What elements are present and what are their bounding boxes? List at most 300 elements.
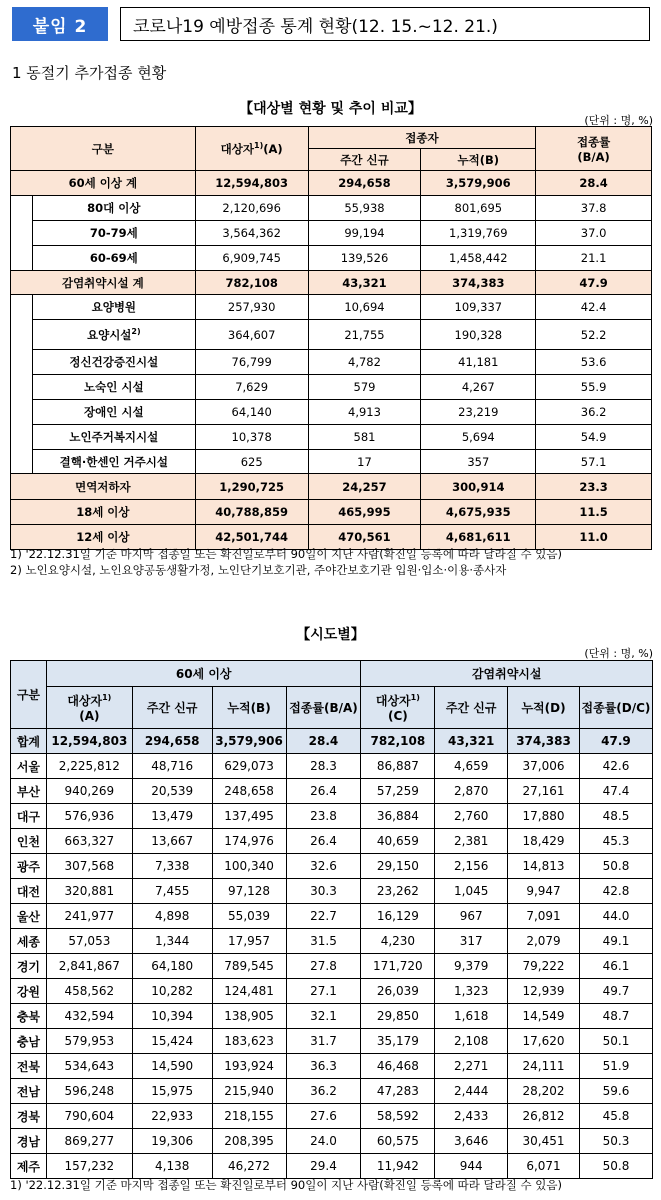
row-label: 요양병원	[32, 295, 195, 320]
cell-b: 183,623	[212, 1029, 286, 1054]
cell-r1: 32.6	[286, 854, 361, 879]
row-label: 노인주거복지시설	[32, 425, 195, 450]
header-rate: 접종률 (B/A)	[536, 127, 652, 171]
t2-header-facilities: 감염취약시설	[361, 661, 653, 687]
table-row	[11, 425, 652, 450]
cell-r1: 23.8	[286, 804, 361, 829]
cell-d: 12,939	[508, 979, 580, 1004]
table-row	[11, 754, 653, 779]
cell-region: 제주	[11, 1154, 47, 1179]
table-row	[11, 1129, 653, 1154]
cell-c: 16,129	[361, 904, 435, 929]
cell-r2: 47.9	[579, 729, 652, 754]
cell-a: 940,269	[46, 779, 132, 804]
cell-cumulative: 357	[421, 450, 536, 474]
table-row	[11, 295, 652, 320]
cell-r2: 50.8	[579, 1154, 652, 1179]
cell-a: 432,594	[46, 1004, 132, 1029]
cell-a: 579,953	[46, 1029, 132, 1054]
row-label: 정신건강증진시설	[32, 350, 195, 375]
table-row	[11, 829, 653, 854]
table-row	[11, 196, 652, 221]
cell-r2: 59.6	[579, 1079, 652, 1104]
cell-w1: 19,306	[132, 1129, 212, 1154]
cell-weekly: 24,257	[308, 474, 421, 500]
cell-region: 인천	[11, 829, 47, 854]
cell-rate: 37.0	[536, 221, 652, 246]
t2-header-category: 구분	[11, 661, 47, 729]
row-label: 18세 이상	[11, 500, 196, 525]
cell-target: 1,290,725	[195, 474, 308, 500]
cell-b: 46,272	[212, 1154, 286, 1179]
cell-r2: 48.7	[579, 1004, 652, 1029]
cell-b: 215,940	[212, 1079, 286, 1104]
cell-target: 364,607	[195, 320, 308, 350]
cell-weekly: 470,561	[308, 525, 421, 550]
cell-d: 14,549	[508, 1004, 580, 1029]
cell-region: 대구	[11, 804, 47, 829]
cell-target: 6,909,745	[195, 246, 308, 271]
cell-w1: 13,479	[132, 804, 212, 829]
cell-w1: 13,667	[132, 829, 212, 854]
cell-w2: 43,321	[435, 729, 508, 754]
table-row	[11, 400, 652, 425]
target-status-table	[10, 126, 652, 550]
table2-title: 【시도별】	[296, 627, 365, 643]
cell-a: 2,225,812	[46, 754, 132, 779]
cell-weekly: 21,755	[308, 320, 421, 350]
table-row	[11, 171, 652, 196]
cell-weekly: 17	[308, 450, 421, 474]
cell-rate: 21.1	[536, 246, 652, 271]
note-1: 1) '22.12.31일 기준 마지막 접종일 또는 확진일로부터 90일이 지난 사람(확진일 등록에 따라 달라질 수 있음)	[10, 547, 562, 561]
row-label: 70-79세	[32, 221, 195, 246]
cell-region: 전북	[11, 1054, 47, 1079]
cell-weekly: 465,995	[308, 500, 421, 525]
table-row	[11, 1154, 653, 1179]
t2-header-target-a: 대상자$^{1)}$ (A)	[46, 687, 132, 729]
cell-r1: 27.6	[286, 1104, 361, 1129]
cell-w2: 2,444	[435, 1079, 508, 1104]
cell-c: 26,039	[361, 979, 435, 1004]
table-row	[11, 779, 653, 804]
cell-b: 629,073	[212, 754, 286, 779]
cell-d: 26,812	[508, 1104, 580, 1129]
cell-r2: 50.8	[579, 854, 652, 879]
note-2: 2) 노인요양시설, 노인요양공동생활가정, 노인단기보호기관, 주야간보호기관 입원·입소·이용·종사자	[10, 563, 507, 577]
cell-d: 14,813	[508, 854, 580, 879]
cell-target: 7,629	[195, 375, 308, 400]
cell-d: 374,383	[508, 729, 580, 754]
cell-a: 576,936	[46, 804, 132, 829]
row-label: 감염취약시설 계	[11, 271, 196, 295]
cell-r1: 30.3	[286, 879, 361, 904]
cell-region: 전남	[11, 1079, 47, 1104]
cell-w2: 1,045	[435, 879, 508, 904]
cell-a: 57,053	[46, 929, 132, 954]
cell-b: 248,658	[212, 779, 286, 804]
t2-header-rate-dc: 접종률(D/C)	[579, 687, 652, 729]
cell-weekly: 579	[308, 375, 421, 400]
cell-target: 64,140	[195, 400, 308, 425]
cell-rate: 23.3	[536, 474, 652, 500]
region-table	[10, 660, 653, 1179]
cell-w2: 1,323	[435, 979, 508, 1004]
cell-c: 782,108	[361, 729, 435, 754]
cell-target: 76,799	[195, 350, 308, 375]
row-label: 노숙인 시설	[32, 375, 195, 400]
cell-w1: 4,138	[132, 1154, 212, 1179]
cell-rate: 36.2	[536, 400, 652, 425]
total-row	[11, 729, 653, 754]
cell-a: 320,881	[46, 879, 132, 904]
cell-r1: 26.4	[286, 779, 361, 804]
cell-rate: 37.8	[536, 196, 652, 221]
cell-c: 29,150	[361, 854, 435, 879]
cell-b: 193,924	[212, 1054, 286, 1079]
cell-b: 3,579,906	[212, 729, 286, 754]
table-row	[11, 1079, 653, 1104]
row-label: 요양시설$^{2)}$	[32, 320, 195, 350]
cell-cumulative: 23,219	[421, 400, 536, 425]
cell-d: 7,091	[508, 904, 580, 929]
cell-w2: 944	[435, 1154, 508, 1179]
cell-r1: 26.4	[286, 829, 361, 854]
cell-r2: 44.0	[579, 904, 652, 929]
cell-c: 40,659	[361, 829, 435, 854]
table-row	[11, 375, 652, 400]
cell-region: 경북	[11, 1104, 47, 1129]
cell-a: 663,327	[46, 829, 132, 854]
cell-c: 171,720	[361, 954, 435, 979]
cell-w2: 317	[435, 929, 508, 954]
cell-r2: 50.3	[579, 1129, 652, 1154]
cell-r2: 50.1	[579, 1029, 652, 1054]
cell-c: 35,179	[361, 1029, 435, 1054]
cell-r1: 22.7	[286, 904, 361, 929]
cell-r1: 31.5	[286, 929, 361, 954]
cell-rate: 55.9	[536, 375, 652, 400]
cell-region: 충북	[11, 1004, 47, 1029]
cell-r1: 31.7	[286, 1029, 361, 1054]
table-row	[11, 954, 653, 979]
cell-rate: 42.4	[536, 295, 652, 320]
cell-r1: 36.2	[286, 1079, 361, 1104]
cell-r1: 28.4	[286, 729, 361, 754]
cell-a: 869,277	[46, 1129, 132, 1154]
section-heading: 1 동절기 추가접종 현황	[12, 64, 167, 82]
cell-a: 157,232	[46, 1154, 132, 1179]
cell-c: 86,887	[361, 754, 435, 779]
cell-c: 29,850	[361, 1004, 435, 1029]
header-target: 대상자$^{1)}$(A)	[195, 127, 308, 171]
cell-d: 9,947	[508, 879, 580, 904]
table-row	[11, 271, 652, 295]
table1-unit: (단위 : 명, %)	[584, 114, 653, 127]
table-row	[11, 879, 653, 904]
row-label: 60세 이상 계	[11, 171, 196, 196]
cell-target: 40,788,859	[195, 500, 308, 525]
cell-rate: 28.4	[536, 171, 652, 196]
row-label: 결핵·한센인 거주시설	[32, 450, 195, 474]
table-row	[11, 350, 652, 375]
cell-cumulative: 1,458,442	[421, 246, 536, 271]
cell-r2: 42.6	[579, 754, 652, 779]
cell-cumulative: 4,267	[421, 375, 536, 400]
cell-region: 강원	[11, 979, 47, 1004]
cell-b: 138,905	[212, 1004, 286, 1029]
table1-title: 【대상별 현황 및 추이 비교】	[239, 101, 422, 117]
cell-w1: 4,898	[132, 904, 212, 929]
cell-r1: 27.8	[286, 954, 361, 979]
table-row	[11, 1004, 653, 1029]
t2-header-cum-b: 누적(B)	[212, 687, 286, 729]
table-row	[11, 221, 652, 246]
cell-cumulative: 300,914	[421, 474, 536, 500]
cell-w1: 294,658	[132, 729, 212, 754]
cell-w2: 2,108	[435, 1029, 508, 1054]
cell-cumulative: 4,681,611	[421, 525, 536, 550]
table-row	[11, 904, 653, 929]
cell-d: 28,202	[508, 1079, 580, 1104]
cell-weekly: 4,782	[308, 350, 421, 375]
cell-cumulative: 1,319,769	[421, 221, 536, 246]
cell-r1: 29.4	[286, 1154, 361, 1179]
cell-c: 58,592	[361, 1104, 435, 1129]
cell-cumulative: 374,383	[421, 271, 536, 295]
header-vaccinated: 접종자	[308, 127, 536, 149]
header-category: 구분	[11, 127, 196, 171]
table-row	[11, 854, 653, 879]
cell-d: 17,880	[508, 804, 580, 829]
cell-a: 307,568	[46, 854, 132, 879]
row-label: 80대 이상	[32, 196, 195, 221]
cell-b: 17,957	[212, 929, 286, 954]
cell-cumulative: 801,695	[421, 196, 536, 221]
cell-r2: 42.8	[579, 879, 652, 904]
cell-d: 17,620	[508, 1029, 580, 1054]
cell-b: 174,976	[212, 829, 286, 854]
cell-w1: 7,338	[132, 854, 212, 879]
cell-d: 6,071	[508, 1154, 580, 1179]
cell-target: 42,501,744	[195, 525, 308, 550]
cell-rate: 47.9	[536, 271, 652, 295]
row-label: 60-69세	[32, 246, 195, 271]
cell-target: 782,108	[195, 271, 308, 295]
table-row	[11, 500, 652, 525]
table-row	[11, 1054, 653, 1079]
t2-header-cum-d: 누적(D)	[508, 687, 580, 729]
cell-rate: 11.5	[536, 500, 652, 525]
cell-b: 208,395	[212, 1129, 286, 1154]
t2-header-weekly-2: 주간 신규	[435, 687, 508, 729]
cell-region: 충남	[11, 1029, 47, 1054]
table-row	[11, 320, 652, 350]
cell-region: 광주	[11, 854, 47, 879]
cell-a: 534,643	[46, 1054, 132, 1079]
cell-weekly: 139,526	[308, 246, 421, 271]
cell-d: 2,079	[508, 929, 580, 954]
cell-c: 11,942	[361, 1154, 435, 1179]
cell-w1: 15,424	[132, 1029, 212, 1054]
table-row	[11, 474, 652, 500]
cell-region: 합계	[11, 729, 47, 754]
cell-b: 137,495	[212, 804, 286, 829]
cell-target: 3,564,362	[195, 221, 308, 246]
cell-cumulative: 41,181	[421, 350, 536, 375]
cell-weekly: 10,694	[308, 295, 421, 320]
cell-r2: 48.5	[579, 804, 652, 829]
cell-w2: 3,646	[435, 1129, 508, 1154]
cell-d: 24,111	[508, 1054, 580, 1079]
cell-a: 790,604	[46, 1104, 132, 1129]
cell-target: 257,930	[195, 295, 308, 320]
cell-w1: 48,716	[132, 754, 212, 779]
cell-w1: 14,590	[132, 1054, 212, 1079]
cell-w1: 10,282	[132, 979, 212, 1004]
cell-weekly: 4,913	[308, 400, 421, 425]
table-row	[11, 1104, 653, 1129]
cell-r1: 24.0	[286, 1129, 361, 1154]
cell-a: 241,977	[46, 904, 132, 929]
indent-cell	[11, 295, 33, 474]
cell-region: 부산	[11, 779, 47, 804]
cell-w1: 15,975	[132, 1079, 212, 1104]
cell-b: 789,545	[212, 954, 286, 979]
cell-a: 596,248	[46, 1079, 132, 1104]
t2-header-target-c: 대상자$^{1)}$ (C)	[361, 687, 435, 729]
cell-w2: 9,379	[435, 954, 508, 979]
cell-weekly: 99,194	[308, 221, 421, 246]
header-cumulative: 누적(B)	[421, 149, 536, 171]
cell-w2: 2,760	[435, 804, 508, 829]
t2-header-rate-ba: 접종률(B/A)	[286, 687, 361, 729]
cell-w1: 64,180	[132, 954, 212, 979]
cell-w2: 967	[435, 904, 508, 929]
cell-w2: 2,271	[435, 1054, 508, 1079]
cell-w2: 2,433	[435, 1104, 508, 1129]
cell-c: 60,575	[361, 1129, 435, 1154]
row-label: 면역저하자	[11, 474, 196, 500]
cell-region: 경기	[11, 954, 47, 979]
t2-header-weekly-1: 주간 신규	[132, 687, 212, 729]
cell-target: 2,120,696	[195, 196, 308, 221]
header-weekly: 주간 신규	[308, 149, 421, 171]
page-header	[12, 7, 648, 43]
table-row	[11, 929, 653, 954]
cell-c: 4,230	[361, 929, 435, 954]
cell-d: 37,006	[508, 754, 580, 779]
cell-b: 55,039	[212, 904, 286, 929]
table-row	[11, 804, 653, 829]
table1-notes	[10, 546, 655, 578]
cell-w2: 4,659	[435, 754, 508, 779]
table2-unit: (단위 : 명, %)	[584, 647, 653, 660]
cell-a: 458,562	[46, 979, 132, 1004]
cell-r2: 45.3	[579, 829, 652, 854]
cell-cumulative: 109,337	[421, 295, 536, 320]
cell-r2: 47.4	[579, 779, 652, 804]
cell-d: 27,161	[508, 779, 580, 804]
cell-c: 36,884	[361, 804, 435, 829]
cell-rate: 54.9	[536, 425, 652, 450]
cell-w2: 2,381	[435, 829, 508, 854]
cell-w1: 22,933	[132, 1104, 212, 1129]
attachment-badge: 붙임 2	[12, 7, 108, 41]
cell-w1: 1,344	[132, 929, 212, 954]
cell-weekly: 43,321	[308, 271, 421, 295]
cell-cumulative: 4,675,935	[421, 500, 536, 525]
indent-cell	[11, 196, 33, 271]
cell-rate: 53.6	[536, 350, 652, 375]
cell-c: 47,283	[361, 1079, 435, 1104]
cell-cumulative: 190,328	[421, 320, 536, 350]
cell-r2: 49.1	[579, 929, 652, 954]
cell-d: 18,429	[508, 829, 580, 854]
cell-c: 23,262	[361, 879, 435, 904]
cell-target: 625	[195, 450, 308, 474]
cell-region: 울산	[11, 904, 47, 929]
cell-b: 97,128	[212, 879, 286, 904]
cell-region: 세종	[11, 929, 47, 954]
cell-a: 2,841,867	[46, 954, 132, 979]
row-label: 장애인 시설	[32, 400, 195, 425]
cell-r2: 45.8	[579, 1104, 652, 1129]
cell-region: 서울	[11, 754, 47, 779]
t2-header-60plus: 60세 이상	[46, 661, 361, 687]
cell-w2: 2,156	[435, 854, 508, 879]
cell-cumulative: 5,694	[421, 425, 536, 450]
cell-r1: 32.1	[286, 1004, 361, 1029]
cell-b: 218,155	[212, 1104, 286, 1129]
cell-b: 100,340	[212, 854, 286, 879]
cell-d: 79,222	[508, 954, 580, 979]
cell-r2: 51.9	[579, 1054, 652, 1079]
cell-w1: 10,394	[132, 1004, 212, 1029]
cell-target: 10,378	[195, 425, 308, 450]
cell-c: 46,468	[361, 1054, 435, 1079]
cell-w2: 1,618	[435, 1004, 508, 1029]
table-row	[11, 246, 652, 271]
cell-d: 30,451	[508, 1129, 580, 1154]
cell-rate: 52.2	[536, 320, 652, 350]
cell-c: 57,259	[361, 779, 435, 804]
cell-rate: 11.0	[536, 525, 652, 550]
cell-weekly: 581	[308, 425, 421, 450]
table-row	[11, 1029, 653, 1054]
cell-cumulative: 3,579,906	[421, 171, 536, 196]
cell-r2: 46.1	[579, 954, 652, 979]
table-row	[11, 979, 653, 1004]
cell-target: 12,594,803	[195, 171, 308, 196]
cell-weekly: 55,938	[308, 196, 421, 221]
table2-note: 1) '22.12.31일 기준 마지막 접종일 또는 확진일로부터 90일이 지난 사람(확진일 등록에 따라 달라질 수 있음)	[10, 1178, 562, 1192]
page-title: 코로나19 예방접종 통계 현황(12. 15.~12. 21.)	[120, 7, 650, 41]
cell-r1: 28.3	[286, 754, 361, 779]
cell-rate: 57.1	[536, 450, 652, 474]
cell-w1: 7,455	[132, 879, 212, 904]
cell-b: 124,481	[212, 979, 286, 1004]
cell-w2: 2,870	[435, 779, 508, 804]
cell-r1: 36.3	[286, 1054, 361, 1079]
cell-region: 경남	[11, 1129, 47, 1154]
cell-r1: 27.1	[286, 979, 361, 1004]
cell-region: 대전	[11, 879, 47, 904]
table-row	[11, 450, 652, 474]
cell-w1: 20,539	[132, 779, 212, 804]
cell-weekly: 294,658	[308, 171, 421, 196]
cell-r2: 49.7	[579, 979, 652, 1004]
